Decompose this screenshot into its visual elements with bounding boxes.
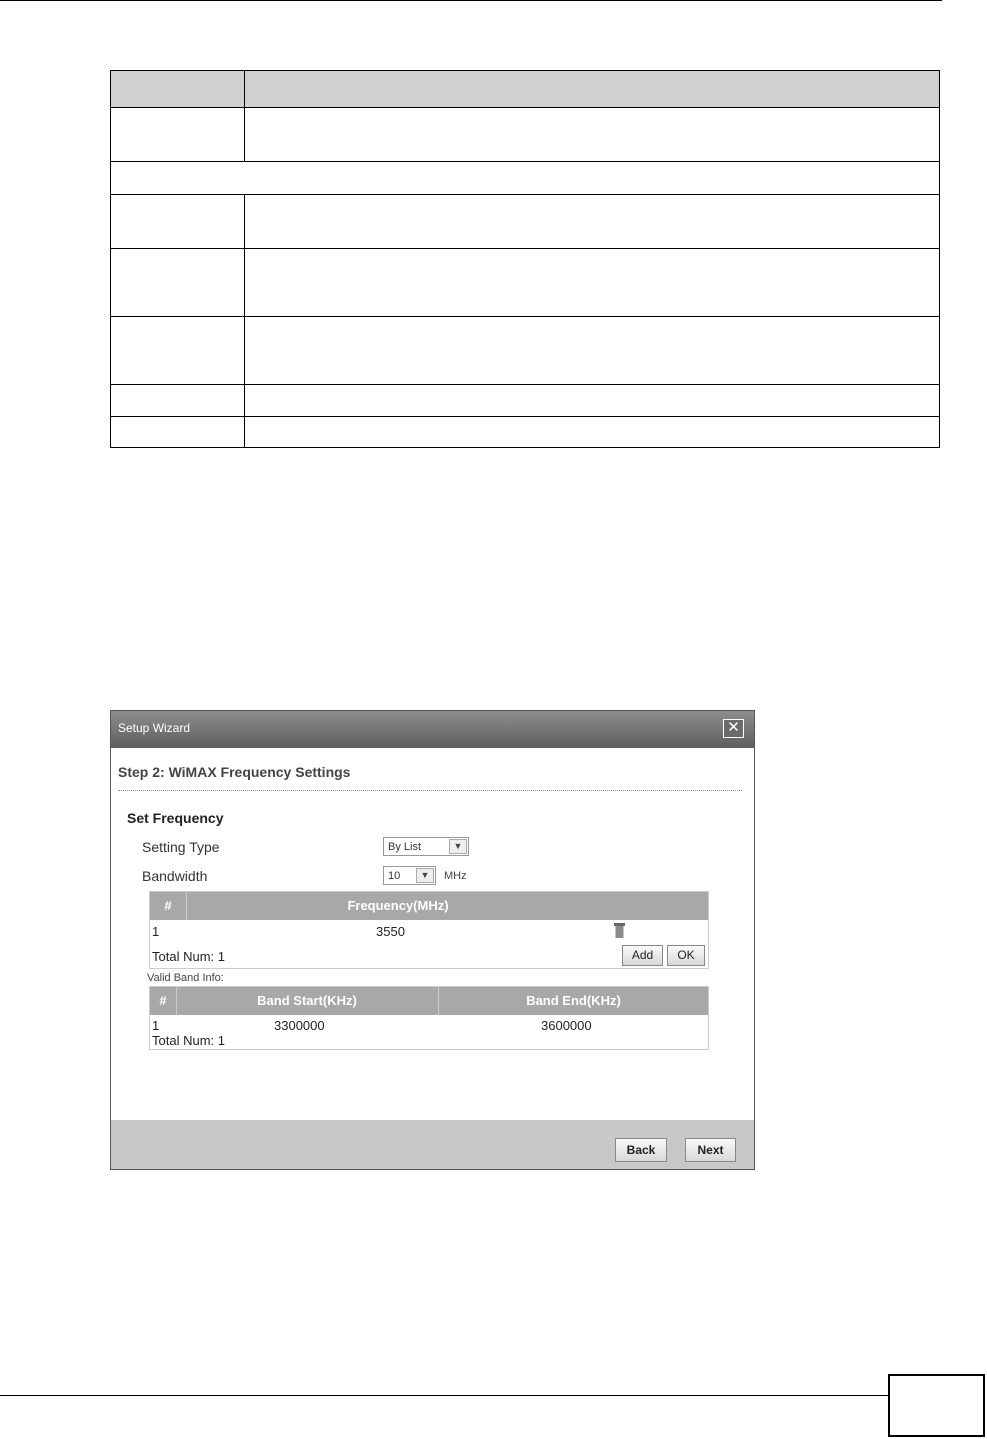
bandwidth-select[interactable] bbox=[383, 866, 436, 885]
frequency-total: Total Num: 1 bbox=[152, 949, 225, 964]
column-header-band-end: Band End(KHz) bbox=[526, 993, 621, 1008]
band-total: Total Num: 1 bbox=[152, 1033, 225, 1048]
band-row-start: 3300000 bbox=[274, 1018, 325, 1033]
trash-icon[interactable] bbox=[614, 922, 625, 939]
bandwidth-label: Bandwidth bbox=[142, 868, 208, 884]
bandwidth-unit: MHz bbox=[444, 870, 467, 882]
table-section-row bbox=[111, 162, 940, 195]
chevron-down-icon: ▼ bbox=[449, 839, 467, 854]
bandwidth-value: 10 bbox=[388, 870, 401, 882]
section-title: Set Frequency bbox=[127, 810, 224, 826]
back-button[interactable]: Back bbox=[615, 1138, 667, 1162]
table-row bbox=[111, 317, 940, 385]
frequency-table-header bbox=[150, 892, 708, 920]
table-row bbox=[111, 385, 940, 417]
close-icon[interactable]: ✕ bbox=[723, 719, 744, 738]
setup-wizard-dialog bbox=[110, 710, 755, 1170]
table-row bbox=[111, 195, 940, 249]
chevron-down-icon: ▼ bbox=[416, 868, 434, 883]
setting-type-label: Setting Type bbox=[142, 839, 220, 855]
frequency-row-value: 3550 bbox=[376, 924, 405, 939]
valid-band-panel bbox=[149, 986, 709, 1050]
ok-button[interactable]: OK bbox=[667, 945, 705, 966]
column-header-index: # bbox=[150, 987, 177, 1015]
add-button[interactable]: Add bbox=[622, 945, 663, 966]
column-header-frequency: Frequency(MHz) bbox=[347, 898, 449, 913]
dialog-footer bbox=[111, 1120, 754, 1169]
setting-type-value: By List bbox=[388, 841, 422, 853]
table-header-row bbox=[111, 71, 940, 108]
dialog-title-bar bbox=[111, 711, 754, 748]
table-row bbox=[111, 249, 940, 317]
column-header-index: # bbox=[150, 892, 187, 920]
band-row-end: 3600000 bbox=[541, 1018, 592, 1033]
setting-type-select[interactable] bbox=[383, 837, 469, 856]
table-row bbox=[111, 417, 940, 448]
band-row-index: 1 bbox=[152, 1018, 160, 1033]
valid-band-label: Valid Band Info: bbox=[147, 972, 224, 984]
frequency-row-index: 1 bbox=[152, 924, 160, 939]
divider bbox=[118, 790, 742, 791]
column-header-band-start: Band Start(KHz) bbox=[176, 987, 439, 1015]
footer-rule bbox=[0, 1395, 888, 1396]
label-description-table bbox=[110, 70, 940, 448]
step-title: Step 2: WiMAX Frequency Settings bbox=[118, 764, 351, 780]
header-rule bbox=[0, 0, 942, 1]
page-number-box bbox=[888, 1374, 985, 1437]
next-button[interactable]: Next bbox=[685, 1138, 736, 1162]
band-table-header bbox=[150, 987, 708, 1015]
frequency-list-panel bbox=[149, 891, 709, 969]
dialog-title: Setup Wizard bbox=[118, 721, 191, 735]
table-row bbox=[111, 108, 940, 162]
